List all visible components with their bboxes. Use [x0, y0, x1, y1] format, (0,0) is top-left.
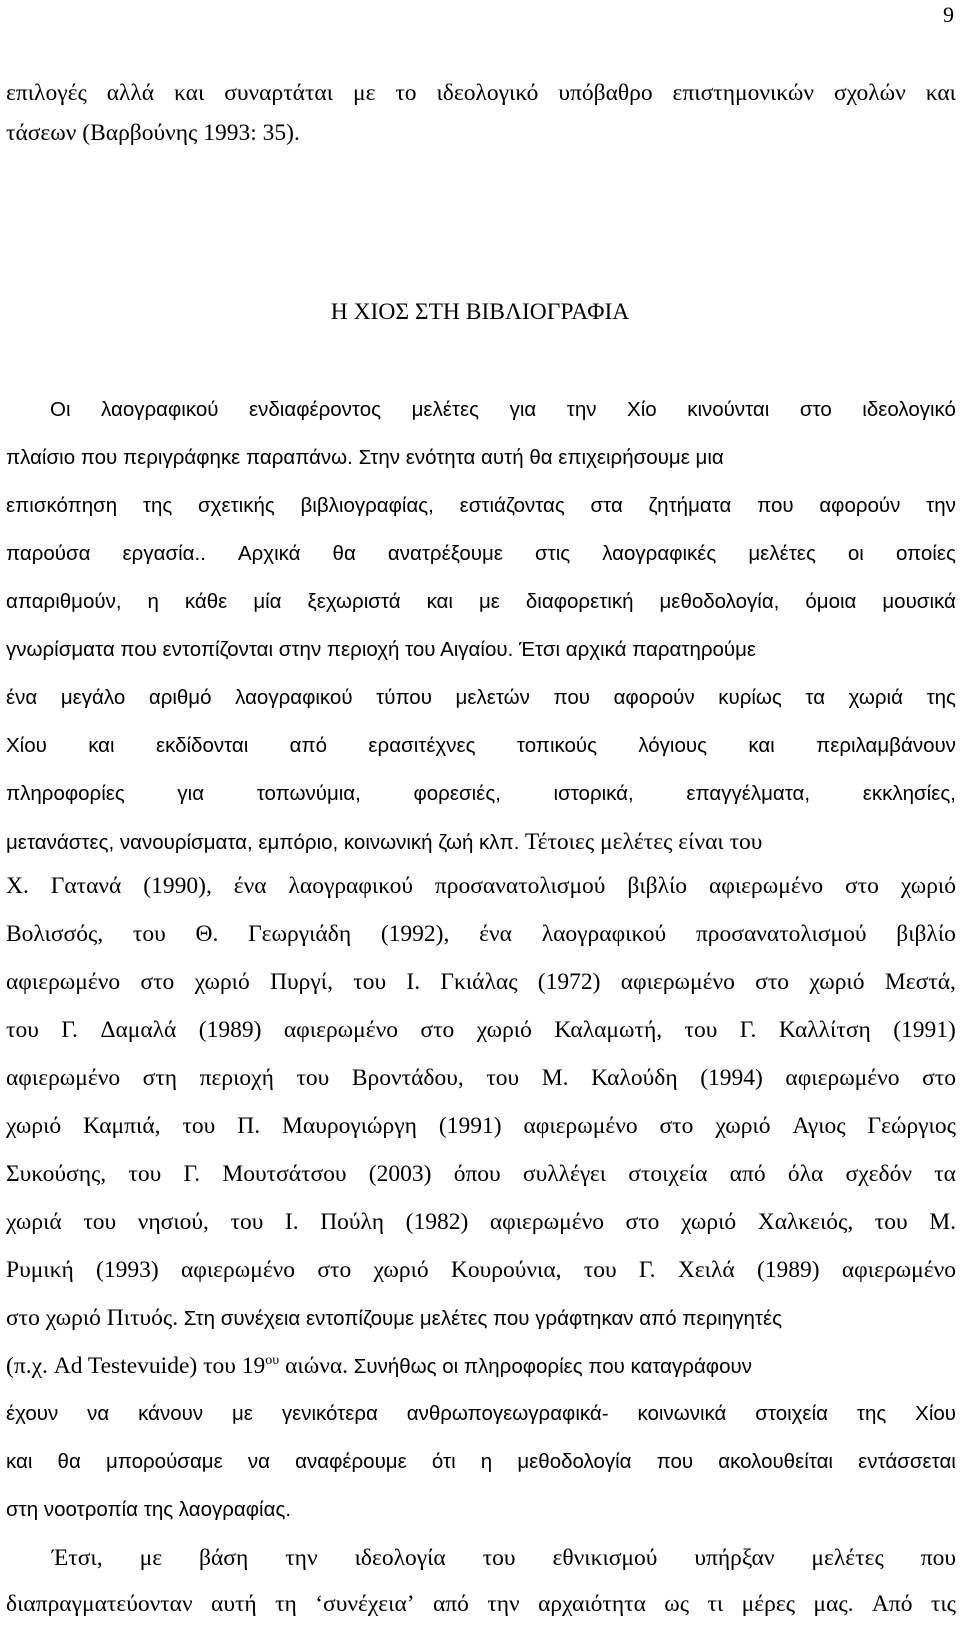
word: την: [285, 1545, 318, 1571]
word: του: [230, 1209, 264, 1235]
word: Βολισσός,: [6, 921, 104, 947]
word: χωριό: [476, 1017, 532, 1043]
paragraph-line: [6, 582, 956, 622]
word: και: [6, 1450, 33, 1473]
word: του: [874, 1209, 908, 1235]
word: στο: [922, 1065, 956, 1091]
word: Δαμαλά: [100, 1017, 177, 1043]
word: με: [478, 590, 500, 613]
paragraph-line: [52, 1538, 956, 1578]
word: επισκόπηση: [6, 494, 118, 517]
word: Ι.: [284, 1209, 299, 1235]
word: βιβλίο: [627, 873, 688, 899]
word: νησιού,: [137, 1209, 209, 1235]
paragraph-line: [6, 1298, 956, 1338]
word: Χειλά: [677, 1257, 735, 1283]
paragraph-line: [6, 73, 956, 113]
word: του: [486, 1065, 520, 1091]
word: βιβλίο: [896, 921, 956, 947]
word: και: [426, 590, 453, 613]
word: Μ.: [929, 1209, 956, 1235]
word: εστιάζοντας: [459, 494, 565, 517]
word: από: [289, 734, 328, 757]
word: διαφορετική: [525, 590, 634, 613]
word: το: [395, 80, 417, 106]
word: ζητήματα: [648, 494, 732, 517]
word: στο: [799, 398, 832, 421]
word: περιοχή: [199, 1065, 274, 1091]
word: να: [247, 1450, 270, 1473]
superscript: ου: [265, 1353, 280, 1369]
word: Ρυμική: [6, 1257, 74, 1283]
paragraph-line: [6, 1154, 956, 1194]
word: του: [128, 1161, 162, 1187]
word: τη: [275, 1591, 297, 1617]
text-segment: (π.χ. Ad Testevuide) του 19: [6, 1353, 266, 1379]
text-segment: πλαίσιο που περιγράφηκε παραπάνω.: [6, 446, 353, 469]
word: στο: [755, 969, 790, 995]
word: ‘συνέχεια’: [315, 1591, 415, 1617]
paragraph-line: [6, 1442, 956, 1482]
word: όλα: [787, 1161, 824, 1187]
word: χωριό: [715, 1113, 771, 1139]
word: κινούνται: [687, 398, 770, 421]
word: η: [480, 1450, 493, 1473]
word: (1989): [198, 1017, 262, 1043]
word: τύπου: [376, 686, 432, 709]
word: πληροφορίες: [6, 782, 125, 805]
word: Χ.: [6, 873, 29, 899]
word: Χίου: [915, 1402, 956, 1425]
word: τοπικούς: [516, 734, 597, 757]
word: του: [296, 1065, 330, 1091]
word: του: [83, 1209, 117, 1235]
word: εθνικισμού: [552, 1545, 658, 1571]
word: μία: [253, 590, 282, 613]
text-segment: Στη συνέχεια εντοπίζουμε μελέτες που γράφτηκαν από περιηγητές: [178, 1307, 783, 1330]
text-segment: Έτσι αρχικά παρατηρούμε: [513, 638, 757, 661]
paragraph-line: [6, 962, 956, 1002]
word: στοιχεία: [628, 1161, 708, 1187]
paragraph-line: [6, 914, 956, 954]
word: (1991): [893, 1017, 956, 1043]
text-segment: Στην ενότητα αυτή θα επιχειρήσουμε μια: [352, 446, 724, 469]
word: (1989): [756, 1257, 820, 1283]
word: τα: [805, 686, 826, 709]
word: και: [925, 80, 956, 106]
word: Χαλκειός,: [757, 1209, 854, 1235]
word: στις: [534, 542, 571, 565]
word: με: [139, 1545, 163, 1571]
word: αφορούν: [613, 686, 695, 709]
word: του: [6, 1017, 39, 1043]
paragraph-line: [6, 438, 956, 478]
word: του: [583, 1257, 617, 1283]
text-segment: Συνήθως οι πληροφορίες που καταγράφουν: [348, 1355, 752, 1378]
word: χωριό: [373, 1257, 429, 1283]
paragraph-line: [6, 774, 956, 814]
word: Χίου: [6, 734, 47, 757]
text-segment: Τέτοιες μελέτες είναι του: [519, 829, 763, 855]
word: βιβλιογραφίας,: [300, 494, 434, 517]
word: Γεωργιάδη: [248, 921, 352, 947]
word: στη: [142, 1065, 178, 1091]
word: μουσικά: [882, 590, 956, 613]
word: Βροντάδου,: [351, 1065, 464, 1091]
word: σχεδόν: [845, 1161, 912, 1187]
word: αριθμό: [148, 686, 212, 709]
word: ανατρέξουμε: [387, 542, 503, 565]
word: Από: [871, 1591, 913, 1617]
paragraph-line: [6, 1010, 956, 1050]
word: αφιερωμένο: [489, 1209, 604, 1235]
word: ιστορικά,: [553, 782, 634, 805]
page-number: 9: [943, 2, 954, 27]
word: και: [748, 734, 775, 757]
word: αφιερωμένο: [708, 873, 824, 899]
word: Αγιος: [792, 1113, 846, 1139]
word: αφιερωμένο: [283, 1017, 398, 1043]
word: ενδιαφέροντος: [248, 398, 382, 421]
word: που: [757, 494, 794, 517]
word: τοπωνύμια,: [256, 782, 361, 805]
word: της: [926, 686, 956, 709]
word: λαογραφικού: [235, 686, 353, 709]
section-heading: Η ΧΙΟΣ ΣΤΗ ΒΙΒΛΙΟΓΡΑΦΙΑ: [330, 299, 630, 325]
word: σχετικής: [198, 494, 275, 517]
word: εργασία..: [122, 542, 206, 565]
word: περιλαμβάνουν: [816, 734, 956, 757]
word: στο: [140, 969, 175, 995]
word: Μαυρογιώργη: [282, 1113, 417, 1139]
word: ιδεολογία: [354, 1545, 446, 1571]
word: του: [353, 969, 387, 995]
word: Μ.: [541, 1065, 569, 1091]
word: όπου: [453, 1161, 501, 1187]
word: αφιερωμένο: [180, 1257, 296, 1283]
word: κάθε: [184, 590, 228, 613]
word: η: [147, 590, 159, 613]
word: επαγγέλματα,: [686, 782, 811, 805]
word: λόγιους: [638, 734, 707, 757]
word: αφιερωμένο: [785, 1065, 900, 1091]
word: συναρτάται: [224, 80, 334, 106]
word: την: [566, 398, 597, 421]
word: υπόβαθρο: [558, 80, 653, 106]
word: Αρχικά: [237, 542, 301, 565]
word: ένα: [6, 686, 38, 709]
paragraph-line: στη νοοτροπία της λαογραφίας.: [6, 1498, 292, 1521]
word: αφιερωμένο: [841, 1257, 956, 1283]
paragraph-line: [6, 822, 956, 862]
word: χωριά: [6, 1209, 62, 1235]
word: λαογραφικού: [101, 398, 219, 421]
word: Μεστά,: [884, 969, 956, 995]
word: Καμπιά,: [83, 1113, 161, 1139]
word: για: [509, 398, 537, 421]
word: αφιερωμένο: [6, 1065, 121, 1091]
word: Γκιάλας: [440, 969, 518, 995]
word: Χίο: [627, 398, 657, 421]
word: που: [656, 1450, 694, 1473]
word: της: [856, 1402, 887, 1425]
paragraph-line: [6, 1394, 956, 1434]
word: στο: [659, 1113, 694, 1139]
text-segment: γνωρίσματα που εντοπίζονται στην περιοχή του Αιγαίου.: [6, 638, 514, 661]
word: από: [729, 1161, 766, 1187]
word: χωριά: [848, 686, 903, 709]
word: χωριό: [900, 873, 956, 899]
word: ιδεολογικό: [862, 398, 956, 421]
word: μεγάλο: [60, 686, 126, 709]
word: Γ.: [638, 1257, 656, 1283]
word: αλλά: [106, 80, 155, 106]
word: χωριό: [809, 969, 865, 995]
word: ερασιτέχνες: [368, 734, 476, 757]
word: (1992),: [380, 921, 450, 947]
word: αφιερωμένο: [6, 969, 121, 995]
word: της: [142, 494, 173, 517]
word: Καλαμωτή,: [554, 1017, 663, 1043]
word: λαογραφικού: [288, 873, 413, 899]
word: οι: [847, 542, 864, 565]
word: στο: [845, 873, 879, 899]
word: μεθοδολογία,: [659, 590, 780, 613]
word: θα: [332, 542, 356, 565]
word: απαριθμούν,: [6, 590, 122, 613]
word: μελέτες: [411, 398, 480, 421]
word: στα: [590, 494, 623, 517]
word: υπήρξαν: [694, 1545, 775, 1571]
word: ότι: [431, 1450, 456, 1473]
word: βάση: [199, 1545, 249, 1571]
word: μας.: [813, 1591, 854, 1617]
word: κοινωνικά: [637, 1402, 727, 1425]
word: αφιερωμένο: [620, 969, 735, 995]
word: σχολών: [833, 80, 906, 106]
word: στο: [625, 1209, 660, 1235]
paragraph-line: [6, 486, 956, 526]
word: ξεχωριστά: [307, 590, 401, 613]
word: Ι.: [406, 969, 421, 995]
paragraph-line: [6, 726, 956, 766]
text-segment: στο χωριό Πιτυός.: [6, 1305, 179, 1331]
word: αυτή: [211, 1591, 257, 1617]
paragraph-line: [6, 1106, 956, 1146]
word: με: [231, 1402, 253, 1425]
word: προσανατολισμού: [695, 921, 867, 947]
paragraph-line: [6, 678, 956, 718]
word: αφορούν: [819, 494, 901, 517]
word: Πούλη: [320, 1209, 385, 1235]
word: μέρες: [741, 1591, 796, 1617]
word: Καλλίτση: [778, 1017, 871, 1043]
word: του: [182, 1113, 216, 1139]
paragraph-line: [6, 534, 956, 574]
word: Συκούσης,: [6, 1161, 107, 1187]
paragraph-line: τάσεων (Βαρβούνης 1993: 35).: [6, 120, 300, 146]
paragraph-line: [6, 630, 956, 670]
word: Θ.: [195, 921, 219, 947]
word: Κουρούνια,: [450, 1257, 562, 1283]
word: για: [177, 782, 205, 805]
word: λαογραφικού: [541, 921, 667, 947]
word: του: [132, 921, 166, 947]
word: εκκλησίες,: [862, 782, 956, 805]
word: Οι: [50, 398, 71, 421]
word: Π.: [237, 1113, 261, 1139]
word: κάνουν: [138, 1402, 204, 1425]
word: μελέτες: [748, 542, 816, 565]
word: να: [87, 1402, 110, 1425]
word: εκδίδονται: [155, 734, 249, 757]
word: και: [174, 80, 205, 106]
word: χωριό: [194, 969, 250, 995]
word: την: [926, 494, 956, 517]
word: λαογραφικές: [602, 542, 717, 565]
word: μπορούσαμε: [105, 1450, 223, 1473]
word: χωριό: [681, 1209, 737, 1235]
word: ως: [664, 1591, 690, 1617]
word: θα: [57, 1450, 81, 1473]
word: Μουτσάτσου: [222, 1161, 347, 1187]
word: και: [88, 734, 115, 757]
text-segment: αιώνα.: [279, 1353, 349, 1379]
paragraph-line: [6, 866, 956, 906]
word: επιλογές: [6, 80, 87, 106]
word: μελέτες: [811, 1545, 884, 1571]
word: παρούσα: [6, 542, 91, 565]
word: (1982): [405, 1209, 469, 1235]
word: (1972): [537, 969, 601, 995]
word: ένα: [479, 921, 512, 947]
word: κυρίως: [718, 686, 782, 709]
word: (1990),: [143, 873, 212, 899]
paragraph-line: [6, 1250, 956, 1290]
paragraph-line: [50, 390, 956, 430]
word: που: [920, 1545, 956, 1571]
word: γενικότερα: [281, 1402, 378, 1425]
word: αφιερωμένο: [523, 1113, 638, 1139]
paragraph-line: [6, 1584, 956, 1624]
word: Γατανά: [50, 873, 122, 899]
word: Γ.: [61, 1017, 78, 1043]
word: προσανατολισμού: [434, 873, 606, 899]
word: του: [482, 1545, 516, 1571]
word: από: [433, 1591, 469, 1617]
word: όμοια: [805, 590, 857, 613]
word: την: [487, 1591, 520, 1617]
word: έχουν: [6, 1402, 59, 1425]
word: Πυργί,: [270, 969, 333, 995]
word: εντάσσεται: [858, 1450, 956, 1473]
word: ακολουθείται: [718, 1450, 833, 1473]
word: στο: [317, 1257, 352, 1283]
word: συλλέγει: [522, 1161, 607, 1187]
word: μεθοδολογία: [517, 1450, 632, 1473]
word: ένα: [233, 873, 267, 899]
word: Γ.: [183, 1161, 201, 1187]
paragraph-line: [6, 1202, 956, 1242]
word: (1993): [96, 1257, 159, 1283]
word: τι: [707, 1591, 724, 1617]
word: αρχαιότητα: [538, 1591, 646, 1617]
word: με: [352, 80, 376, 106]
word: ανθρωπογεωγραφικά-: [406, 1402, 609, 1425]
word: στοιχεία: [755, 1402, 828, 1425]
word: Έτσι,: [52, 1545, 103, 1571]
word: (2003): [368, 1161, 432, 1187]
word: (1991): [438, 1113, 502, 1139]
word: οποίες: [895, 542, 956, 565]
word: μελετών: [455, 686, 530, 709]
paragraph-line: [6, 1346, 956, 1386]
word: στο: [420, 1017, 455, 1043]
word: αναφέρουμε: [295, 1450, 407, 1473]
word: που: [553, 686, 590, 709]
word: χωριό: [6, 1113, 62, 1139]
paragraph-line: [6, 1058, 956, 1098]
word: τις: [930, 1591, 956, 1617]
word: Γ.: [739, 1017, 757, 1043]
word: του: [684, 1017, 718, 1043]
word: ιδεολογικό: [436, 80, 539, 106]
word: φορεσιές,: [413, 782, 501, 805]
word: επιστημονικών: [672, 80, 815, 106]
word: Γεώργιος: [867, 1113, 956, 1139]
word: Καλούδη: [591, 1065, 678, 1091]
word: τα: [934, 1161, 956, 1187]
word: διαπραγματεύονταν: [6, 1591, 193, 1617]
text-segment: μετανάστες, νανουρίσματα, εμπόριο, κοινωνική ζωή κλπ.: [6, 831, 520, 854]
word: (1994): [700, 1065, 763, 1091]
